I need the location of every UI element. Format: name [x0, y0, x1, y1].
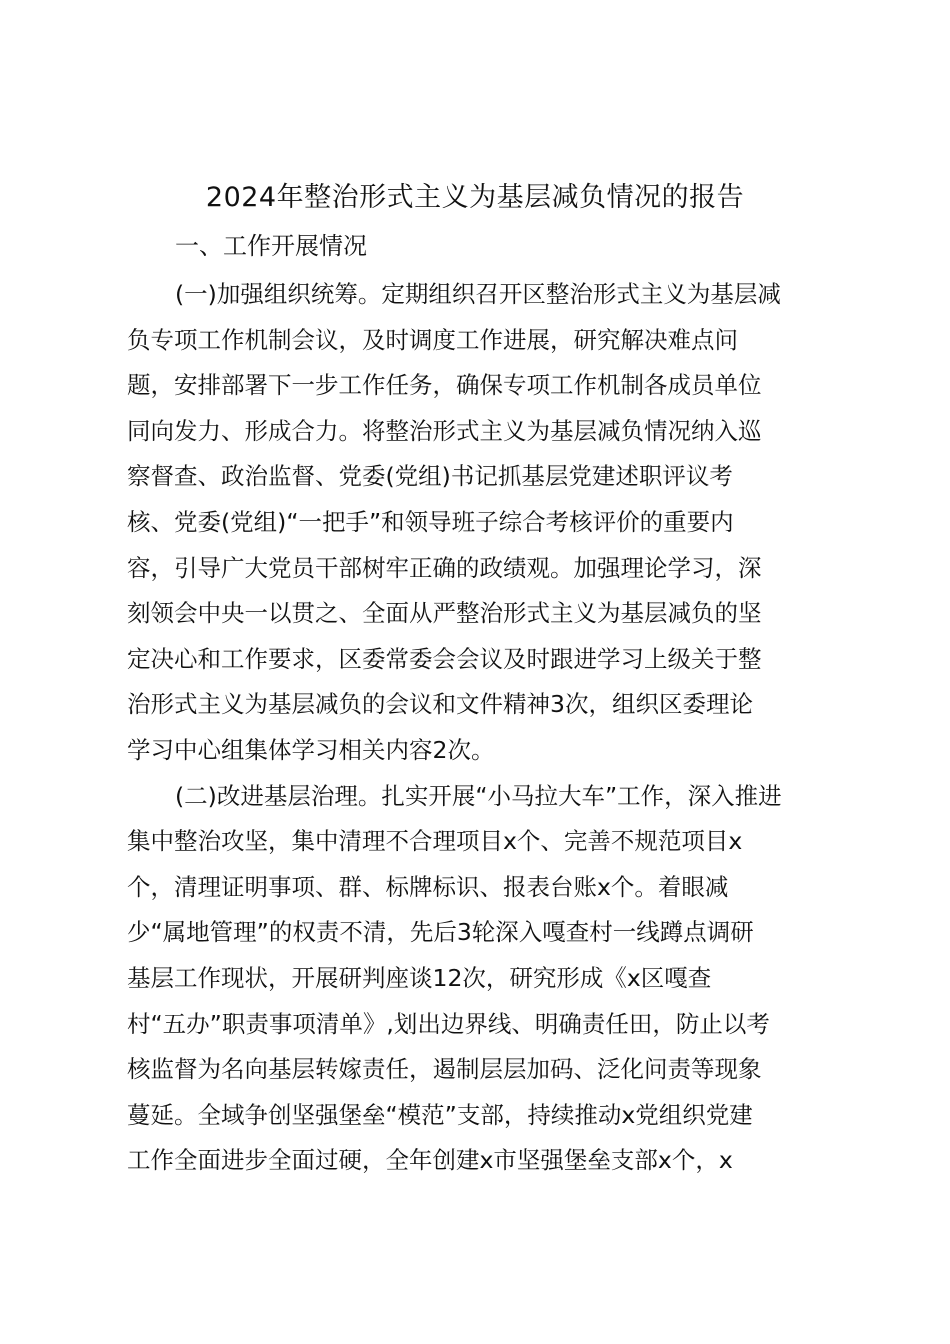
paragraph-line: 定决心和工作要求，区委常委会会议及时跟进学习上级关于整: [127, 644, 762, 673]
paragraph-line: 容，引导广大党员干部树牢正确的政绩观。加强理论学习，深: [127, 553, 762, 582]
paragraph-line: 工作全面进步全面过硬，全年创建x市坚强堡垒支部x个，x: [127, 1146, 733, 1175]
paragraph-line: (一)加强组织统筹。定期组织召开区整治形式主义为基层减: [175, 280, 781, 308]
paragraph-line: 察督查、政治监督、党委(党组)书记抓基层党建述职评议考: [127, 462, 733, 491]
paragraph-line: 负专项工作机制会议，及时调度工作进展，研究解决难点问: [127, 325, 738, 354]
paragraph-line: 学习中心组集体学习相关内容2次。: [127, 735, 495, 764]
paragraph-line: 村“五办”职责事项清单》,划出边界线、明确责任田，防止以考: [127, 1009, 770, 1038]
paragraph-line: (二)改进基层治理。扎实开展“小马拉大车”工作，深入推进: [175, 781, 782, 810]
paragraph-line: 题，安排部署下一步工作任务，确保专项工作机制各成员单位: [127, 371, 762, 400]
paragraph-line: 少“属地管理”的权责不清，先后3轮深入嘎查村一线蹲点调研: [127, 918, 754, 947]
paragraph-line: 个，清理证明事项、群、标牌标识、报表台账x个。着眼减: [127, 872, 729, 901]
paragraph-line: 核、党委(党组)“一把手”和领导班子综合考核评价的重要内: [127, 507, 734, 536]
section-heading: 一、工作开展情况: [175, 232, 367, 260]
paragraph-line: 蔓延。全域争创坚强堡垒“模范”支部，持续推动x党组织党建: [127, 1100, 753, 1129]
document-title: 2024年整治形式主义为基层减负情况的报告: [205, 182, 745, 213]
paragraph-line: 刻领会中央一以贯之、全面从严整治形式主义为基层减负的坚: [127, 599, 762, 628]
paragraph-line: 集中整治攻坚，集中清理不合理项目x个、完善不规范项目x: [127, 827, 743, 856]
paragraph-line: 治形式主义为基层减负的会议和文件精神3次，组织区委理论: [127, 690, 753, 719]
paragraph-line: 同向发力、形成合力。将整治形式主义为基层减负情况纳入巡: [127, 416, 762, 445]
paragraph-line: 核监督为名向基层转嫁责任，遏制层层加码、泛化问责等现象: [127, 1055, 762, 1084]
body-text: [127, 272, 837, 1184]
paragraph-line: 基层工作现状，开展研判座谈12次，研究形成《x区嘎查: [127, 963, 712, 992]
